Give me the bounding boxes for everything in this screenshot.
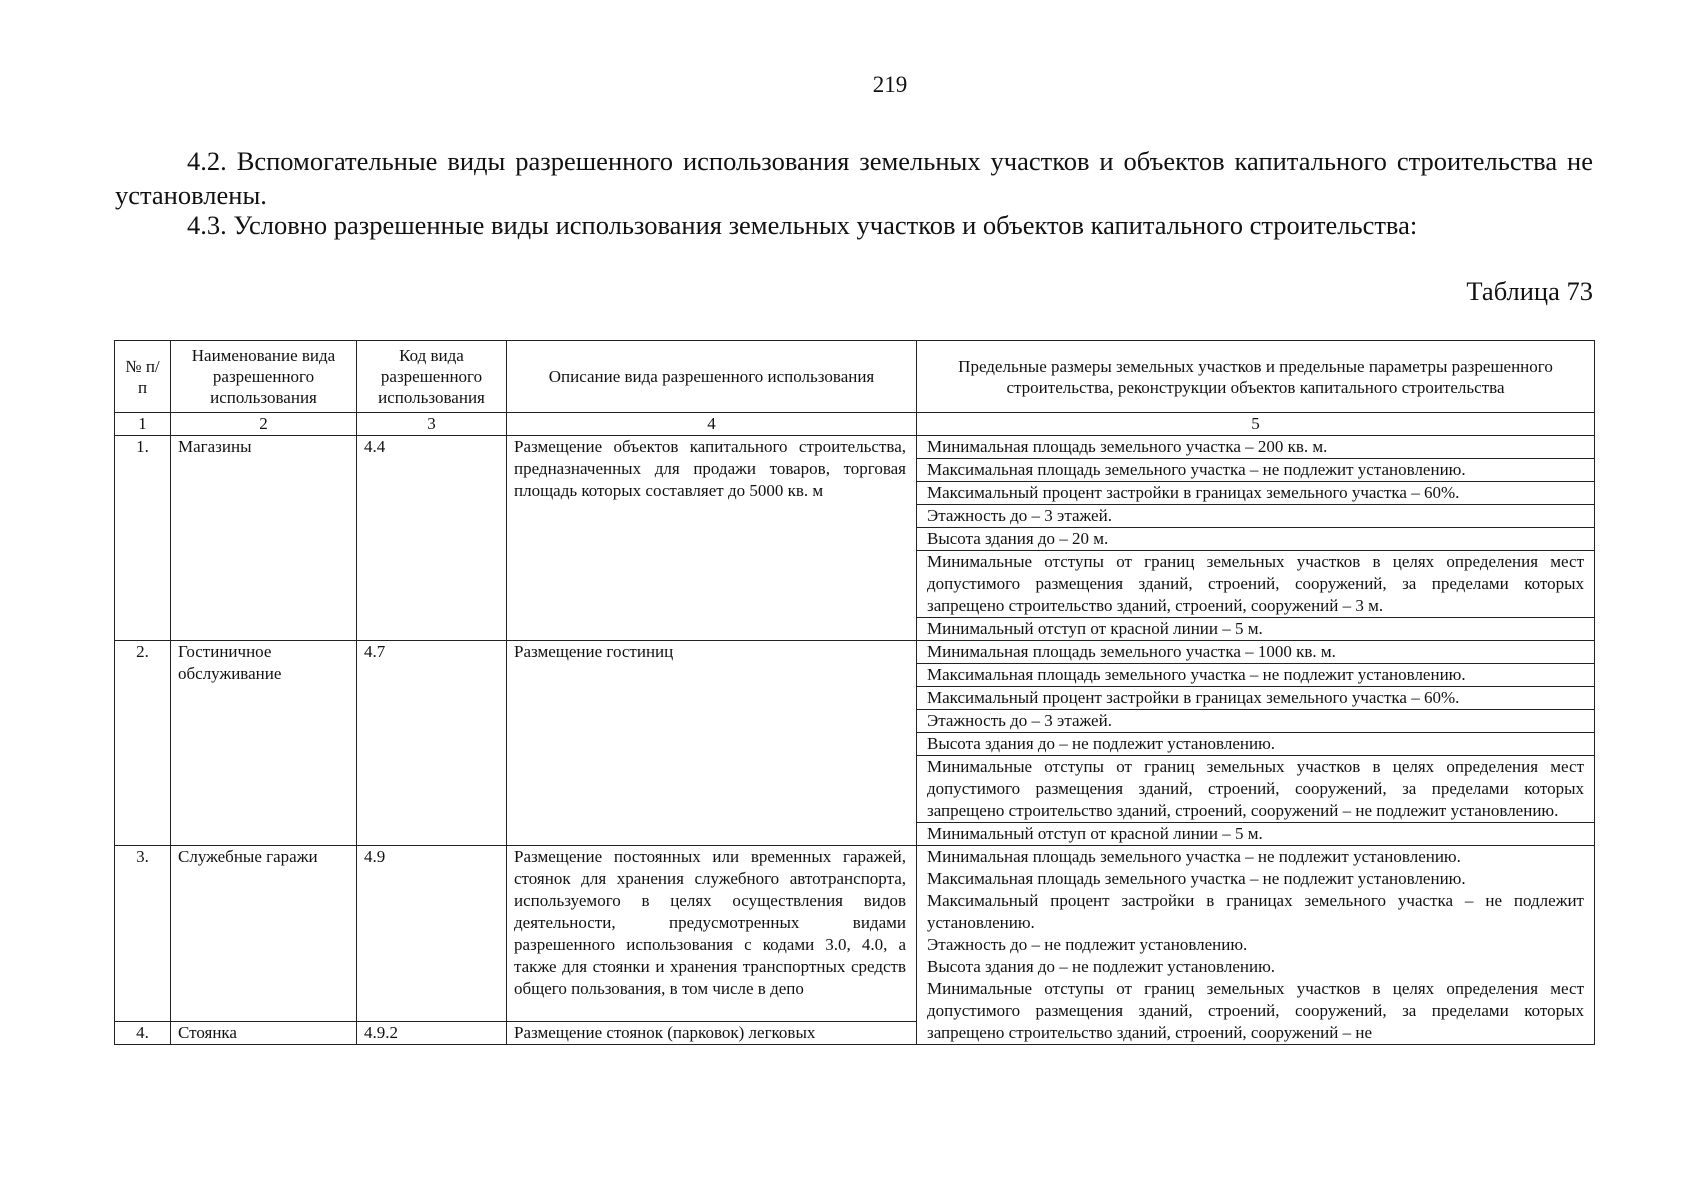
table-row: [115, 436, 1595, 641]
table-row: [115, 641, 1595, 846]
parameter-item: Максимальная площадь земельного участка – не подлежит установлению.: [917, 664, 1594, 687]
parameter-item: Минимальный отступ от красной линии – 5 м.: [927, 619, 1263, 638]
header-desc: Описание вида разрешенного использования: [507, 341, 917, 413]
land-use-table: [114, 340, 1595, 1045]
use-description: Размещение постоянных или временных гаражей, стоянок для хранения служебного автотранспорта, используемого в целях осуществления видов деятельности, предусмотренных видами разрешенного использования с кодами 3.0, 4.0, а также для стоянки и хранения транспортных средств общего пользования, в том числе в депо: [507, 846, 917, 1022]
row-number: 3.: [115, 846, 171, 1022]
column-number: 4: [507, 413, 917, 436]
parameter-item: Максимальная площадь земельного участка – не подлежит установлению.: [927, 869, 1466, 888]
use-code: 4.7: [357, 641, 507, 846]
use-parameters: [917, 641, 1595, 846]
header-name: Наименование вида разрешенного использования: [171, 341, 357, 413]
page-number: 219: [872, 72, 908, 97]
use-parameters: [917, 436, 1595, 641]
parameter-item: Высота здания до – не подлежит установлению.: [917, 733, 1594, 756]
use-name: Служебные гаражи: [171, 846, 357, 1022]
parameter-item: Этажность до – не подлежит установлению.: [927, 935, 1248, 954]
use-code: 4.9.2: [357, 1022, 507, 1045]
use-description: Размещение гостиниц: [507, 641, 917, 846]
use-name: Стоянка: [171, 1022, 357, 1045]
column-number: 3: [357, 413, 507, 436]
use-code: 4.9: [357, 846, 507, 1022]
column-number-row: [115, 413, 1595, 436]
parameter-item: Максимальный процент застройки в границах земельного участка – 60%.: [917, 687, 1594, 710]
paragraph-4-3: 4.3. Условно разрешенные виды использования земельных участков и объектов капитального строительства:: [187, 210, 1418, 240]
use-name: Гостиничное обслуживание: [171, 641, 357, 846]
row-number: 1.: [115, 436, 171, 641]
parameter-item: Минимальная площадь земельного участка – 1000 кв. м.: [917, 641, 1594, 664]
parameter-item: Минимальная площадь земельного участка – не подлежит установлению.: [927, 847, 1461, 866]
use-description: Размещение стоянок (парковок) легковых: [507, 1022, 917, 1045]
use-name: Магазины: [171, 436, 357, 641]
paragraph-4-2: 4.2. Вспомогательные виды разрешенного использования земельных участков и объектов капитального строительства не установлены.: [115, 146, 1593, 210]
parameter-item: Минимальные отступы от границ земельных участков в целях определения мест допустимого размещения зданий, строений, сооружений, за пределами которых запрещено строительство зданий, строений, сооружений – 3 м.: [917, 551, 1594, 618]
use-code: 4.4: [357, 436, 507, 641]
row-number: 4.: [115, 1022, 171, 1045]
table-header-row: [115, 341, 1595, 413]
parameter-item: Максимальный процент застройки в границах земельного участка – 60%.: [917, 482, 1594, 505]
column-number: 5: [917, 413, 1595, 436]
table-row: [115, 846, 1595, 1022]
header-num: № п/п: [115, 341, 171, 413]
row-number: 2.: [115, 641, 171, 846]
column-number: 2: [171, 413, 357, 436]
parameter-item: Минимальные отступы от границ земельных участков в целях определения мест допустимого размещения зданий, строений, сооружений, за пределами которых запрещено строительство зданий, строений, сооружений – не: [927, 979, 1584, 1042]
use-description: Размещение объектов капитального строительства, предназначенных для продажи товаров, торговая площадь которых составляет до 5000 кв. м: [507, 436, 917, 641]
parameter-item: Этажность до – 3 этажей.: [917, 710, 1594, 733]
column-number: 1: [115, 413, 171, 436]
parameter-item: Максимальная площадь земельного участка – не подлежит установлению.: [917, 459, 1594, 482]
parameter-item: Высота здания до – 20 м.: [917, 528, 1594, 551]
parameter-item: Высота здания до – не подлежит установлению.: [927, 957, 1276, 976]
use-parameters: [917, 846, 1595, 1045]
header-code: Код вида разрешенного использования: [357, 341, 507, 413]
parameter-item: Максимальный процент застройки в границах земельного участка – не подлежит установлению.: [927, 891, 1584, 932]
parameter-item: Минимальный отступ от красной линии – 5 м.: [927, 824, 1263, 843]
parameter-item: Этажность до – 3 этажей.: [917, 505, 1594, 528]
header-params: Предельные размеры земельных участков и предельные параметры разрешенного строительства, реконструкции объектов капитального строительства: [917, 341, 1595, 413]
parameter-item: Минимальные отступы от границ земельных участков в целях определения мест допустимого размещения зданий, строений, сооружений, за пределами которых запрещено строительство зданий, строений, сооружений – не подлежит установлению.: [917, 756, 1594, 823]
parameter-item: Минимальная площадь земельного участка – 200 кв. м.: [917, 436, 1594, 459]
table-caption: Таблица 73: [1466, 276, 1593, 306]
